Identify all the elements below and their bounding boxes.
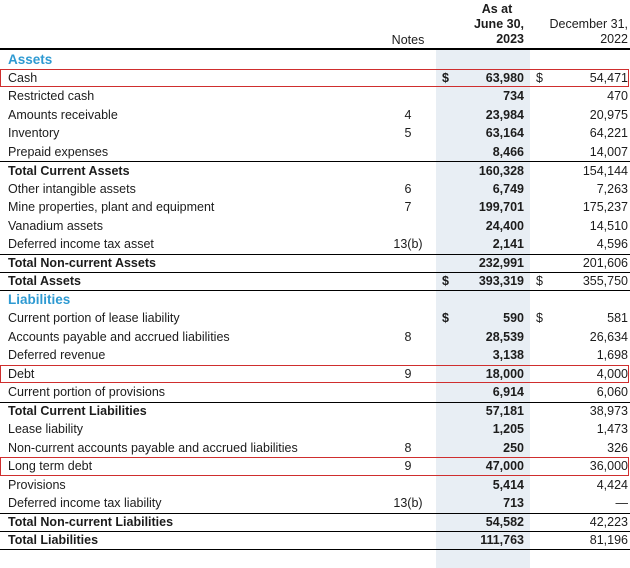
row-label: Total Non-current Assets bbox=[8, 256, 156, 271]
amount-2022: 14,007 bbox=[589, 144, 628, 159]
value-2022 bbox=[530, 274, 630, 288]
value-2022 bbox=[530, 515, 630, 529]
amount-2022: 326 bbox=[607, 440, 628, 455]
amount-2022: 4,424 bbox=[596, 477, 628, 492]
row-label: Current portion of lease liability bbox=[8, 311, 180, 326]
table-row bbox=[0, 476, 630, 495]
row-label: Accounts payable and accrued liabilities bbox=[8, 329, 230, 344]
row-label: Total Assets bbox=[8, 274, 81, 289]
table-row bbox=[0, 87, 630, 106]
value-2022 bbox=[530, 459, 630, 473]
table-row bbox=[0, 235, 630, 254]
row-label: Cash bbox=[8, 70, 38, 85]
value-2022 bbox=[530, 71, 630, 85]
table-row-highlighted bbox=[0, 69, 630, 88]
as-at-label: As at bbox=[481, 2, 513, 16]
row-note: 8 bbox=[404, 440, 412, 455]
table-row bbox=[0, 124, 630, 143]
column-headers-row bbox=[0, 17, 630, 47]
amount-2023: 232,991 bbox=[478, 256, 524, 271]
value-2023 bbox=[438, 422, 530, 436]
row-label: Long term debt bbox=[8, 459, 93, 474]
amount-2023: 5,414 bbox=[492, 477, 524, 492]
table-row bbox=[0, 439, 630, 458]
value-2023 bbox=[438, 71, 530, 85]
table-row bbox=[0, 217, 630, 236]
value-2023 bbox=[438, 459, 530, 473]
value-2022 bbox=[530, 256, 630, 270]
value-2023 bbox=[438, 330, 530, 344]
notes-column-header: Notes bbox=[391, 33, 425, 47]
value-2023 bbox=[438, 126, 530, 140]
amount-2023: 111,763 bbox=[480, 533, 524, 548]
amount-2023: 1,205 bbox=[492, 422, 524, 437]
amount-2022: 64,221 bbox=[589, 126, 628, 141]
value-2023 bbox=[438, 533, 530, 547]
value-2022 bbox=[530, 219, 630, 233]
december-2022-column-header bbox=[530, 17, 630, 47]
june-2023-line2: 2023 bbox=[496, 32, 524, 46]
row-note: 13(b) bbox=[393, 237, 423, 252]
table-body bbox=[0, 50, 630, 550]
row-label: Lease liability bbox=[8, 422, 84, 437]
amount-2023: 63,980 bbox=[485, 70, 524, 85]
table-row bbox=[0, 420, 630, 439]
value-2023 bbox=[438, 496, 530, 510]
amount-2022: 81,196 bbox=[589, 533, 628, 548]
table-row bbox=[0, 346, 630, 365]
december-2022-line2: 2022 bbox=[600, 32, 628, 46]
row-label: Amounts receivable bbox=[8, 107, 118, 122]
table-row bbox=[0, 383, 630, 402]
amount-2022: 54,471 bbox=[589, 70, 628, 85]
value-2023 bbox=[438, 89, 530, 103]
table-row bbox=[0, 272, 630, 291]
amount-2023: 63,164 bbox=[485, 126, 524, 141]
amount-2022: 201,606 bbox=[582, 256, 628, 271]
row-note: 8 bbox=[404, 329, 412, 344]
row-label: Provisions bbox=[8, 477, 66, 492]
dollar-sign-2022: $ bbox=[536, 70, 543, 85]
value-2022 bbox=[530, 367, 630, 381]
amount-2023: 28,539 bbox=[485, 329, 524, 344]
table-header bbox=[0, 0, 630, 50]
amount-2022: — bbox=[615, 496, 628, 511]
amount-2022: 26,634 bbox=[589, 329, 628, 344]
amount-2022: 1,698 bbox=[596, 348, 628, 363]
amount-2022: 581 bbox=[607, 311, 628, 326]
value-2023 bbox=[438, 182, 530, 196]
dollar-sign-2022: $ bbox=[536, 274, 543, 289]
row-note: 13(b) bbox=[393, 496, 423, 511]
value-2023 bbox=[438, 200, 530, 214]
amount-2022: 36,000 bbox=[589, 459, 628, 474]
amount-2022: 38,973 bbox=[589, 404, 628, 419]
value-2023 bbox=[438, 515, 530, 529]
value-2022 bbox=[530, 89, 630, 103]
amount-2023: 734 bbox=[503, 89, 524, 104]
amount-2022: 154,144 bbox=[582, 163, 628, 178]
amount-2023: 57,181 bbox=[485, 404, 524, 419]
value-2023 bbox=[438, 145, 530, 159]
row-note: 6 bbox=[404, 181, 412, 196]
table-row bbox=[0, 161, 630, 180]
value-2022 bbox=[530, 496, 630, 510]
table-row bbox=[0, 531, 630, 550]
amount-2023: 2,141 bbox=[492, 237, 524, 252]
value-2023 bbox=[438, 348, 530, 362]
amount-2023: 199,701 bbox=[478, 200, 524, 215]
value-2022 bbox=[530, 404, 630, 418]
amount-2022: 355,750 bbox=[582, 274, 628, 289]
dollar-sign-2023: $ bbox=[442, 274, 449, 289]
row-note: 7 bbox=[404, 200, 412, 215]
amount-2023: 393,319 bbox=[478, 274, 524, 289]
value-2022 bbox=[530, 441, 630, 455]
amount-2022: 7,263 bbox=[596, 181, 628, 196]
amount-2023: 18,000 bbox=[485, 366, 524, 381]
row-label: Other intangible assets bbox=[8, 181, 136, 196]
row-note: 4 bbox=[404, 107, 412, 122]
amount-2022: 4,000 bbox=[596, 366, 628, 381]
row-label: Mine properties, plant and equipment bbox=[8, 200, 215, 215]
row-label: Total Liabilities bbox=[8, 533, 99, 548]
amount-2023: 6,914 bbox=[492, 385, 524, 400]
amount-2022: 14,510 bbox=[589, 218, 628, 233]
table-row bbox=[0, 513, 630, 532]
amount-2023: 24,400 bbox=[485, 218, 524, 233]
value-2022 bbox=[530, 200, 630, 214]
value-2023 bbox=[438, 274, 530, 288]
amount-2022: 470 bbox=[607, 89, 628, 104]
june-2023-line1: June 30, bbox=[473, 17, 524, 31]
row-label: Current portion of provisions bbox=[8, 385, 166, 400]
value-2022 bbox=[530, 145, 630, 159]
section-title-liabilities: Liabilities bbox=[8, 292, 71, 308]
value-2022 bbox=[530, 237, 630, 251]
table-row bbox=[0, 402, 630, 421]
value-2022 bbox=[530, 311, 630, 325]
amount-2023: 6,749 bbox=[492, 181, 524, 196]
amount-2022: 6,060 bbox=[596, 385, 628, 400]
table-row bbox=[0, 494, 630, 513]
value-2022 bbox=[530, 533, 630, 547]
amount-2023: 713 bbox=[503, 496, 524, 511]
value-2022 bbox=[530, 348, 630, 362]
row-label: Total Current Liabilities bbox=[8, 404, 147, 419]
amount-2023: 590 bbox=[503, 311, 524, 326]
value-2022 bbox=[530, 108, 630, 122]
table-row bbox=[0, 180, 630, 199]
row-label: Total Current Assets bbox=[8, 163, 130, 178]
row-label: Non-current accounts payable and accrued liabilities bbox=[8, 440, 298, 455]
table-row bbox=[0, 309, 630, 328]
row-label: Inventory bbox=[8, 126, 60, 141]
december-2022-line1: December 31, bbox=[549, 17, 628, 31]
amount-2022: 42,223 bbox=[589, 515, 628, 530]
amount-2023: 3,138 bbox=[492, 348, 524, 363]
value-2023 bbox=[438, 237, 530, 251]
amount-2023: 47,000 bbox=[485, 459, 524, 474]
amount-2023: 160,328 bbox=[478, 163, 524, 178]
amount-2023: 250 bbox=[503, 440, 524, 455]
value-2023 bbox=[438, 478, 530, 492]
row-note: 5 bbox=[404, 126, 412, 141]
value-2023 bbox=[438, 108, 530, 122]
value-2022 bbox=[530, 478, 630, 492]
amount-2022: 4,596 bbox=[596, 237, 628, 252]
row-label: Total Non-current Liabilities bbox=[8, 515, 174, 530]
value-2023 bbox=[438, 219, 530, 233]
dollar-sign-2022: $ bbox=[536, 311, 543, 326]
value-2022 bbox=[530, 126, 630, 140]
row-label: Deferred income tax asset bbox=[8, 237, 154, 252]
table-row bbox=[0, 143, 630, 162]
table-row-highlighted bbox=[0, 457, 630, 476]
amount-2022: 1,473 bbox=[596, 422, 628, 437]
row-label: Debt bbox=[8, 366, 35, 381]
row-label: Deferred income tax liability bbox=[8, 496, 162, 511]
value-2023 bbox=[438, 385, 530, 399]
table-row bbox=[0, 254, 630, 273]
row-note: 9 bbox=[404, 459, 412, 474]
amount-2023: 8,466 bbox=[492, 144, 524, 159]
value-2023 bbox=[438, 404, 530, 418]
value-2022 bbox=[530, 330, 630, 344]
row-label: Vanadium assets bbox=[8, 218, 103, 233]
value-2022 bbox=[530, 385, 630, 399]
row-note: 9 bbox=[404, 366, 412, 381]
value-2022 bbox=[530, 164, 630, 178]
value-2023 bbox=[438, 367, 530, 381]
table-row bbox=[0, 106, 630, 125]
row-label: Deferred revenue bbox=[8, 348, 106, 363]
table-row bbox=[0, 198, 630, 217]
row-label: Restricted cash bbox=[8, 89, 95, 104]
june-2023-column-header bbox=[438, 17, 530, 47]
amount-2023: 54,582 bbox=[485, 515, 524, 530]
section-title-assets: Assets bbox=[8, 51, 53, 67]
dollar-sign-2023: $ bbox=[442, 70, 449, 85]
table-row-highlighted bbox=[0, 365, 630, 384]
value-2023 bbox=[438, 164, 530, 178]
dollar-sign-2023: $ bbox=[442, 311, 449, 326]
amount-2023: 23,984 bbox=[485, 107, 524, 122]
amount-2022: 20,975 bbox=[589, 107, 628, 122]
value-2022 bbox=[530, 182, 630, 196]
value-2023 bbox=[438, 256, 530, 270]
table-row bbox=[0, 328, 630, 347]
row-label: Prepaid expenses bbox=[8, 144, 109, 159]
amount-2022: 175,237 bbox=[582, 200, 628, 215]
value-2023 bbox=[438, 441, 530, 455]
value-2022 bbox=[530, 422, 630, 436]
value-2023 bbox=[438, 311, 530, 325]
